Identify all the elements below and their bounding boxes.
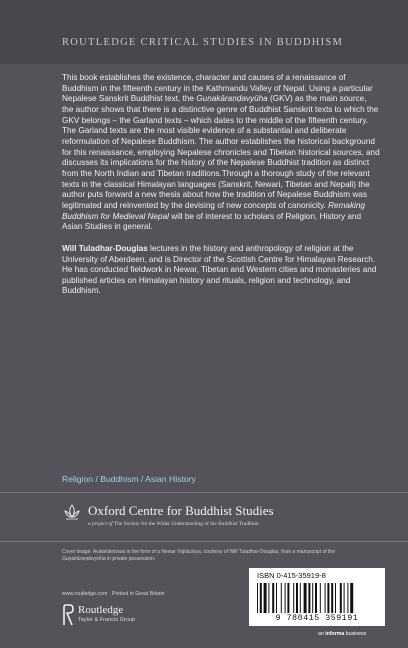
barcode-bar: [300, 583, 301, 613]
barcode-bar: [308, 583, 310, 613]
barcode-bar: [312, 583, 313, 613]
publisher-group: Taylor & Francis Group: [78, 617, 136, 623]
barcode: [249, 568, 385, 626]
author-name: Will Tuladhar-Douglas: [62, 243, 148, 253]
barcode-bar: [293, 583, 294, 613]
barcode-bar: [327, 583, 329, 613]
barcode-bar: [331, 583, 333, 613]
barcode-bar: [350, 583, 353, 613]
barcode-bar: [315, 583, 317, 613]
ocbs-name: Oxford Centre for Buddhist Studies: [88, 503, 274, 518]
informa-business: an informa business: [318, 631, 367, 637]
barcode-bar: [264, 583, 267, 613]
isbn-label: ISBN 0-415-35919-8: [257, 571, 326, 580]
barcode-bar: [325, 583, 326, 613]
back-cover-blurb: [62, 73, 380, 308]
divider-bottom: [0, 541, 408, 542]
barcode-bar: [340, 583, 342, 613]
barcode-bar: [344, 583, 345, 613]
barcode-bar: [257, 583, 258, 613]
top-band: [0, 0, 408, 64]
barcode-bar: [296, 583, 298, 613]
barcode-bar: [347, 583, 348, 613]
ocbs-lotus-icon: [62, 502, 82, 522]
barcode-bar: [260, 583, 262, 613]
blurb-paragraph-author: Will Tuladhar-Douglas lectures in the history and anthropology of religion at the University of Aberdeen, and is Director of the Scottish Centre for Himalayan Research. He has conducted fieldwork in Newar, Tibetan and Western cities and monasteries and published articles on Himalayan history and rituals, religion and technology, and Buddhism.: [62, 243, 377, 296]
series-title: ROUTLEDGE CRITICAL STUDIES IN BUDDHISM: [62, 37, 344, 48]
barcode-bar: [285, 583, 286, 613]
divider-top: [0, 492, 408, 493]
barcode-bars: [257, 583, 377, 613]
website-print-line: www.routledge.com · Printed in Great Britain: [62, 591, 165, 597]
barcode-bar: [281, 583, 282, 613]
blurb-paragraph-book: This book establishes the existence, character and causes of a renaissance of Buddhism in the fifteenth century in the Kathmandu Valley of Nepal. Using a particular Nepalese Sanskrit Buddhist text, the Guṇakāraṇḍavyūha (GKV) as the main source, the author shows that there is a distinctive genre of Buddhist Sanskrit texts to which the GKV belongs – the Garland texts – which dates to the middle of the fifteenth century. The Garland texts are the most visible evidence of a substantial and deliberate reformulation of Nepalese Buddhism. The author establishes the historical background for this renaissance, employing Nepalese chronicles and Tibetan historical sources, and discusses its implications for the history of the Nepalese Buddhist tradition as distinct from the North Indian and Tibetan traditions.Through a thorough study of the relevant texts in the classical Himalayan languages (Sanskrit, Newari, Tibetan and Nepali) the author puts forward a new thesis about how the tradition of Nepalese Buddhism was legitimated and reinvented by the devising of new concepts of canonicity. Remaking Buddhism for Medieval Nepal will be of interest to scholars of Religion, History and Asian Studies in general.: [62, 73, 380, 232]
barcode-bar: [320, 583, 321, 613]
cover-image-credit: Cover image: Avalokiteśvara in the form of a Newar Vajrācārya, courtesy of Will Tuladhar-Douglas, from a manuscript of the Guṇakāraṇḍavyūha in private possession.: [62, 549, 335, 563]
publisher-name: Routledge: [78, 604, 124, 616]
barcode-bar: [304, 583, 307, 613]
barcode-bar: [287, 583, 289, 613]
ocbs-tagline: a project of The Society for the Wider Understanding of the Buddhist Tradition: [88, 521, 259, 527]
barcode-bar: [272, 583, 274, 613]
routledge-logo-icon: [62, 604, 74, 626]
barcode-bar: [276, 583, 277, 613]
barcode-digits: 9 780415 359191: [275, 614, 359, 623]
subject-categories: Religion / Buddhism / Asian History: [62, 474, 196, 484]
barcode-bar: [335, 583, 336, 613]
barcode-bar: [268, 583, 269, 613]
